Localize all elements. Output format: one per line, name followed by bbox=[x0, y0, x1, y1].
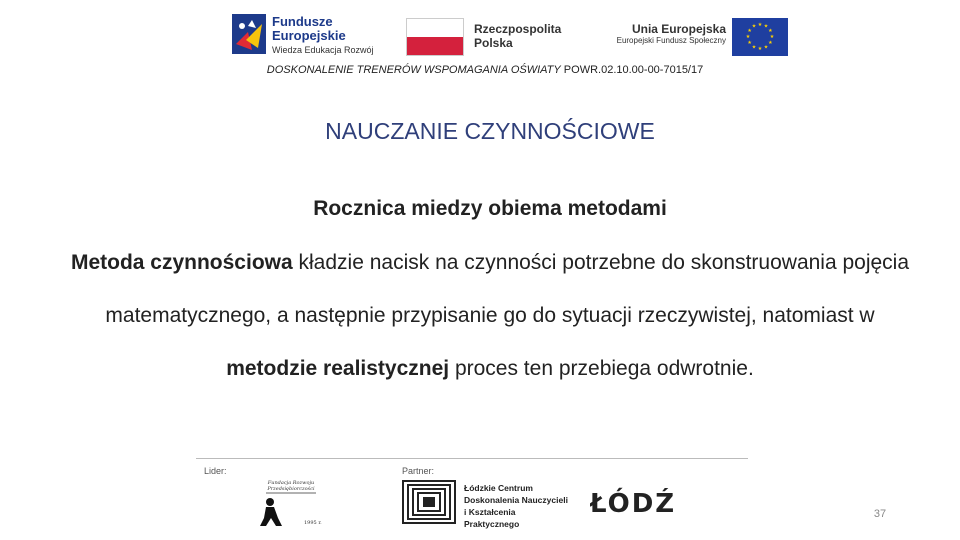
svg-text:Przedsiębiorczości: Przedsiębiorczości bbox=[267, 486, 315, 492]
svg-text:★: ★ bbox=[768, 40, 773, 46]
eu-flag-icon bbox=[732, 18, 788, 56]
slide-title: NAUCZANIE CZYNNOŚCIOWE bbox=[325, 118, 655, 144]
svg-text:★: ★ bbox=[768, 28, 773, 34]
svg-text:Fundacja Rozwoju: Fundacja Rozwoju bbox=[267, 480, 315, 486]
project-code: DOSKONALENIE TRENERÓW WSPOMAGANIA OŚWIATY POWR.02.10.00-00-7015/17 bbox=[266, 64, 704, 76]
lodzkie-centrum-logo: Łódzkie Centrum Doskonalenia Nauczycieli i Kształcenia Praktycznego bbox=[402, 480, 572, 526]
svg-text:★: ★ bbox=[747, 40, 752, 46]
ldn-square-icon bbox=[402, 480, 456, 524]
svg-text:★: ★ bbox=[751, 44, 757, 51]
ue-logo-title: Unia Europejska bbox=[631, 22, 726, 36]
svg-text:1995 r.: 1995 r. bbox=[304, 520, 322, 526]
fe-logo-text: Fundusze Europejskie bbox=[272, 14, 346, 43]
svg-text:★: ★ bbox=[763, 44, 769, 51]
fundusze-europejskie-logo bbox=[232, 12, 374, 60]
svg-text:★: ★ bbox=[745, 34, 751, 40]
page-number: 37 bbox=[873, 508, 887, 520]
svg-text:★: ★ bbox=[763, 23, 769, 30]
partner-label: Partner: bbox=[402, 466, 435, 476]
svg-text:★: ★ bbox=[751, 23, 757, 30]
header-logos bbox=[232, 12, 792, 60]
slide-body: Metoda czynnościowa kładzie nacisk na czynności potrzebne do skonstruowania pojęcia matematycznego, a następnie przypisanie go do sytuacji rzeczywistej, natomiast w metodzie realistycznej proces ten przebiega odwrotnie. bbox=[70, 251, 910, 380]
svg-text:★: ★ bbox=[757, 22, 763, 28]
svg-text:ŁÓDŹ: ŁÓDŹ bbox=[590, 489, 676, 518]
rp-logo-text: Rzeczpospolita Polska bbox=[474, 22, 562, 50]
polish-flag-icon bbox=[406, 18, 464, 56]
rzeczpospolita-logo bbox=[406, 18, 586, 58]
svg-text:★: ★ bbox=[747, 28, 752, 34]
lider-label: Lider: bbox=[204, 466, 227, 476]
footer-divider bbox=[196, 458, 748, 459]
svg-text:★: ★ bbox=[769, 34, 775, 40]
lodz-city-logo bbox=[590, 486, 676, 518]
fe-logo-sub: Wiedza Edukacja Rozwój bbox=[272, 45, 374, 55]
slide-subtitle: Rocznica miedzy obiema metodami bbox=[313, 197, 667, 220]
svg-text:★: ★ bbox=[757, 46, 763, 52]
fe-star-mark-icon bbox=[232, 14, 266, 54]
lider-logo bbox=[256, 476, 326, 528]
unia-europejska-logo bbox=[604, 18, 794, 58]
ue-logo-sub: Europejski Fundusz Społeczny bbox=[616, 36, 726, 45]
